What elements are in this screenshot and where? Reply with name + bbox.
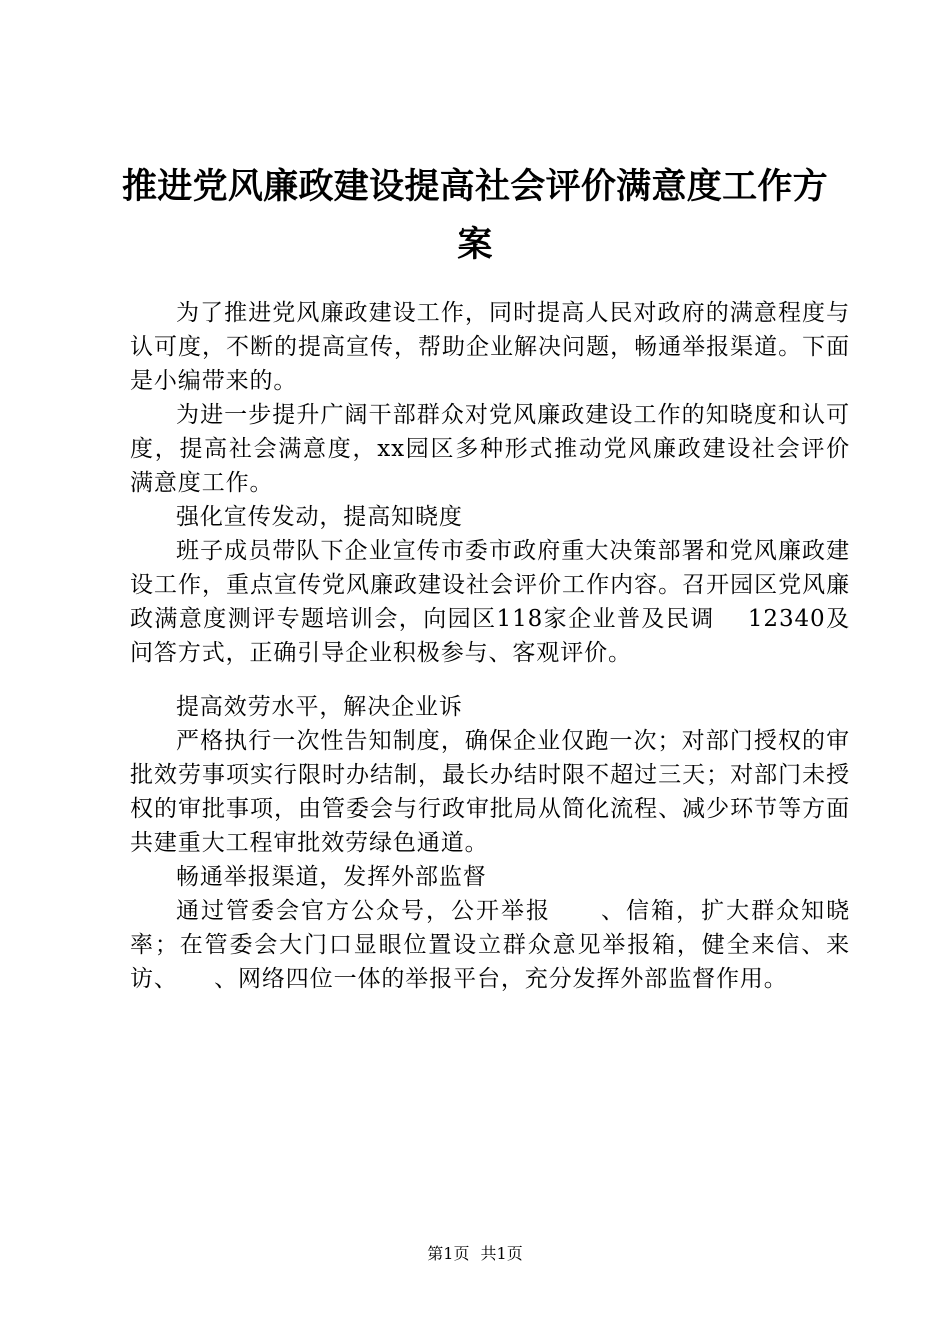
page-total: 共1页 <box>480 1244 523 1263</box>
title-line-1: 推进党风廉政建设提高社会评价满意度工作方 <box>121 167 828 207</box>
intro-paragraph: 为了推进党风廉政建设工作，同时提高人民对政府的满意程度与认可度，不断的提高宣传，帮助企业解决问题，畅通举报渠道。下面是小编带来的。 <box>130 300 850 394</box>
section-heading-service: 提高效劳水平，解决企业诉 <box>176 694 463 720</box>
paragraph-gap <box>130 670 850 690</box>
page-number: 第1页 <box>427 1244 470 1263</box>
document-title <box>118 158 832 274</box>
publicity-paragraph: 班子成员带队下企业宣传市委市政府重大决策部署和党风廉政建设工作，重点宣传党风廉政建设社会评价工作内容。召开园区党风廉政满意度测评专题培训会，向园区118家企业普及民调 12340及问答方式，正确引导企业积极参与、客观评价。 <box>130 538 850 666</box>
overview-paragraph: 为进一步提升广阔干部群众对党风廉政建设工作的知晓度和认可度，提高社会满意度，xx园区多种形式推动党风廉政建设社会评价满意度工作。 <box>130 402 850 496</box>
service-paragraph: 严格执行一次性告知制度，确保企业仅跑一次；对部门授权的审批效劳事项实行限时办结制，最长办结时限不超过三天；对部门未授权的审批事项，由管委会与行政审批局从简化流程、减少环节等方面共建重大工程审批效劳绿色通道。 <box>130 728 850 856</box>
section-heading-reporting: 畅通举报渠道，发挥外部监督 <box>176 864 487 890</box>
title-line-2: 案 <box>457 225 493 265</box>
reporting-paragraph: 通过管委会官方公众号，公开举报 、信箱，扩大群众知晓率；在管委会大门口显眼位置设立群众意见举报箱，健全来信、来访、 、网络四位一体的举报平台，充分发挥外部监督作用。 <box>130 898 850 992</box>
section-heading-publicity: 强化宣传发动，提高知晓度 <box>176 504 463 530</box>
document-body <box>130 296 850 996</box>
page-footer <box>0 1243 950 1265</box>
